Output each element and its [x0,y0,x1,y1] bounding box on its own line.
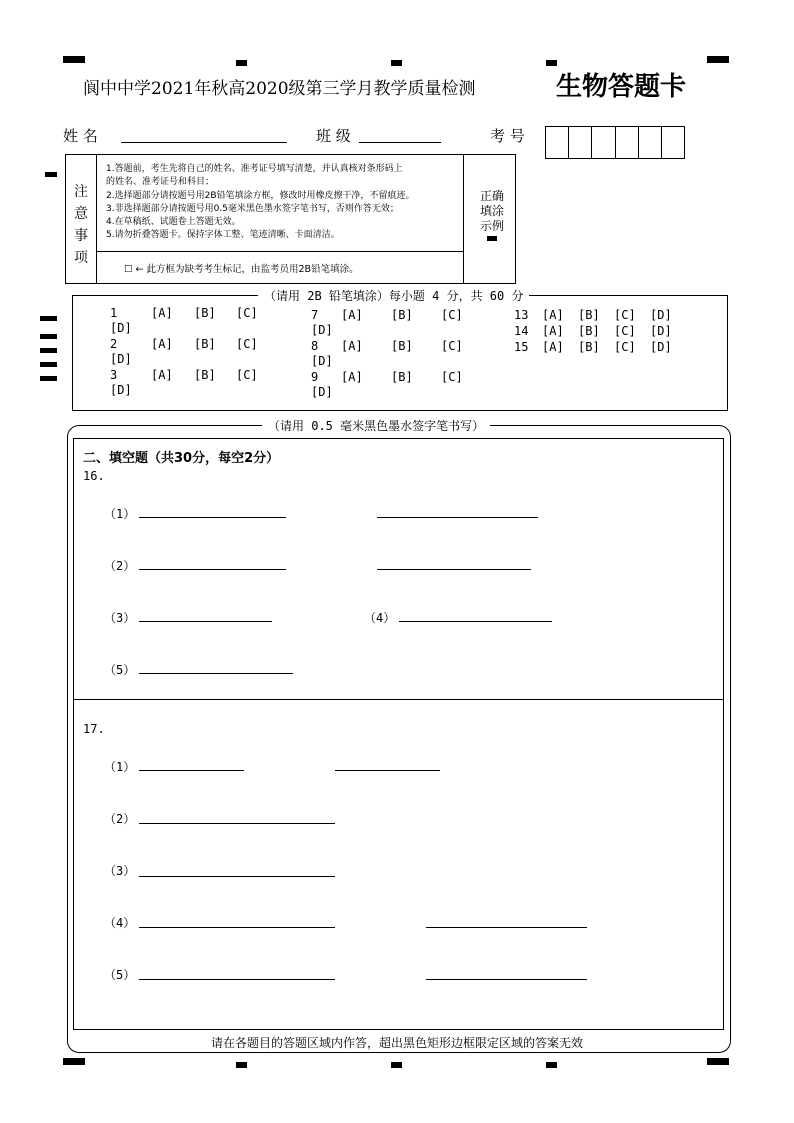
question-divider [73,699,723,700]
class-field[interactable] [359,142,441,143]
registration-mark [391,1062,402,1068]
part-label: （3） [104,611,136,625]
answer-line[interactable] [335,770,440,771]
option-b[interactable]: [B] [391,339,413,353]
question-number: 9 [311,370,319,384]
option-a[interactable]: [A] [341,308,363,322]
option-d[interactable]: [D] [650,308,672,322]
option-a[interactable]: [A] [542,308,564,322]
option-a[interactable]: [A] [151,337,173,351]
exam-number-label: 考 号 [490,127,525,145]
fill-sample-label: 填涂 [479,204,504,218]
part-label: （1） [104,507,136,521]
option-c[interactable]: [C] [614,308,636,322]
exam-number-digit-box[interactable] [592,127,615,158]
part-label: （2） [104,559,136,573]
registration-mark [63,1058,85,1065]
option-c[interactable]: [C] [236,306,258,320]
filled-box-icon [487,236,497,241]
option-c[interactable]: [C] [614,340,636,354]
fill-sample-label: 示例 [479,219,504,233]
option-d[interactable]: [D] [650,340,672,354]
notice-rules [106,163,466,243]
option-a[interactable]: [A] [341,339,363,353]
notice-heading [66,155,97,283]
footer-notice: 请在各题目的答题区域内作答，超出黑色矩形边框限定区域的答案无效 [210,1036,583,1050]
notice-box [65,154,516,284]
option-d[interactable]: [D] [110,383,132,397]
question-number: 2 [110,337,118,351]
notice-rule: 2.选择题部分请按题号用2B铅笔填涂方框，修改时用橡皮擦干净，不留痕迹。 [106,190,415,201]
option-a[interactable]: [A] [151,368,173,382]
question-number: 15 [514,340,529,354]
question-number: 8 [311,339,319,353]
answer-line[interactable] [426,979,587,980]
notice-heading-char: 意 [74,206,88,222]
question-number: 7 [311,308,319,322]
registration-mark [391,60,402,66]
fill-sample [474,189,510,241]
notice-rule: 3.非选择题部分请按题号用0.5毫米黑色墨水签字笔书写，否则作答无效； [106,203,399,214]
option-b[interactable]: [B] [194,337,216,351]
registration-mark [40,376,57,381]
registration-mark [707,1058,729,1065]
answer-line[interactable] [139,823,335,824]
option-a[interactable]: [A] [542,324,564,338]
registration-mark [546,1062,557,1068]
question-16-number: 16. [83,469,105,483]
registration-mark [707,56,729,63]
question-number: 1 [110,306,118,320]
question-17-number: 17. [83,722,105,736]
notice-rule: 1.答题前，考生先将自己的姓名、准考证号填写清楚，并认真核对条形码上 [106,164,403,174]
registration-mark [63,56,85,63]
notice-heading-char: 项 [74,250,88,266]
answer-sheet-title: 生物答题卡 [556,72,687,102]
part-label: （2） [104,812,136,826]
written-caption: （请用 0.5 毫米黑色墨水签字笔书写） [262,417,490,434]
option-b[interactable]: [B] [391,308,413,322]
notice-rule: 4.在草稿纸、试题卷上答题无效。 [106,217,241,228]
notice-rule: 5.请勿折叠答题卡。保持字体工整、笔迹清晰、卡面清洁。 [106,230,340,241]
notice-divider [96,251,463,252]
exam-number-digit-box[interactable] [569,127,592,158]
option-b[interactable]: [B] [194,368,216,382]
registration-mark [40,362,57,367]
question-number: 14 [514,324,529,338]
exam-number-digit-box[interactable] [616,127,639,158]
option-d[interactable]: [D] [311,323,333,337]
class-label: 班 级 [316,127,351,145]
exam-number-digit-box[interactable] [546,127,569,158]
exam-number-digit-box[interactable] [662,127,684,158]
answer-line[interactable] [399,621,552,622]
registration-mark [236,60,247,66]
option-d[interactable]: [D] [311,385,333,399]
answer-line[interactable] [139,876,335,877]
option-c[interactable]: [C] [441,308,463,322]
option-d[interactable]: [D] [650,324,672,338]
page-title: 阆中中学2021年秋高2020级第三学月教学质量检测 [83,79,476,99]
multiple-choice-section [72,289,728,411]
registration-mark [40,316,57,321]
question-number: 13 [514,308,529,322]
part-label: （4） [364,611,396,625]
part-label: （4） [104,916,136,930]
option-d[interactable]: [D] [110,352,132,366]
exam-number-boxes[interactable] [545,126,685,159]
fill-sample-label: 正确 [479,189,504,203]
option-a[interactable]: [A] [341,370,363,384]
option-b[interactable]: [B] [578,340,600,354]
option-d[interactable]: [D] [311,354,333,368]
absent-marker[interactable]: ☐ ← 此方框为缺考考生标记，由监考员用2B铅笔填涂。 [124,264,359,275]
notice-rule: 的姓名、准考证号和科目； [106,177,215,188]
answer-line[interactable] [139,979,335,980]
answer-line[interactable] [377,569,531,570]
part-label: （3） [104,864,136,878]
part-label: （1） [104,760,136,774]
name-label: 姓 名 [63,127,98,145]
registration-mark [40,348,57,353]
answer-line[interactable] [426,927,587,928]
registration-mark [45,172,57,177]
part-label: （5） [104,663,136,677]
question-number: 3 [110,368,118,382]
multiple-choice-caption: （请用 2B 铅笔填涂）每小题 4 分，共 60 分 [258,287,529,304]
answer-line[interactable] [139,517,286,518]
option-a[interactable]: [A] [151,306,173,320]
answer-line[interactable] [139,770,244,771]
option-c[interactable]: [C] [441,370,463,384]
answer-line[interactable] [139,621,272,622]
option-b[interactable]: [B] [578,308,600,322]
part-label: （5） [104,968,136,982]
registration-mark [40,334,57,339]
answer-line[interactable] [139,569,286,570]
answer-box [73,438,724,1030]
option-a[interactable]: [A] [542,340,564,354]
exam-number-digit-box[interactable] [639,127,662,158]
notice-divider [463,155,464,283]
registration-mark [236,1062,247,1068]
answer-line[interactable] [139,673,293,674]
answer-line[interactable] [377,517,538,518]
option-b[interactable]: [B] [391,370,413,384]
option-b[interactable]: [B] [194,306,216,320]
notice-heading-char: 事 [74,228,88,244]
option-c[interactable]: [C] [614,324,636,338]
answer-line[interactable] [139,927,335,928]
notice-heading-char: 注 [74,184,88,200]
name-field[interactable] [121,142,287,143]
option-c[interactable]: [C] [236,368,258,382]
option-b[interactable]: [B] [578,324,600,338]
option-c[interactable]: [C] [236,337,258,351]
section-title: 二、填空题（共30分，每空2分） [83,451,280,466]
option-c[interactable]: [C] [441,339,463,353]
option-d[interactable]: [D] [110,321,132,335]
